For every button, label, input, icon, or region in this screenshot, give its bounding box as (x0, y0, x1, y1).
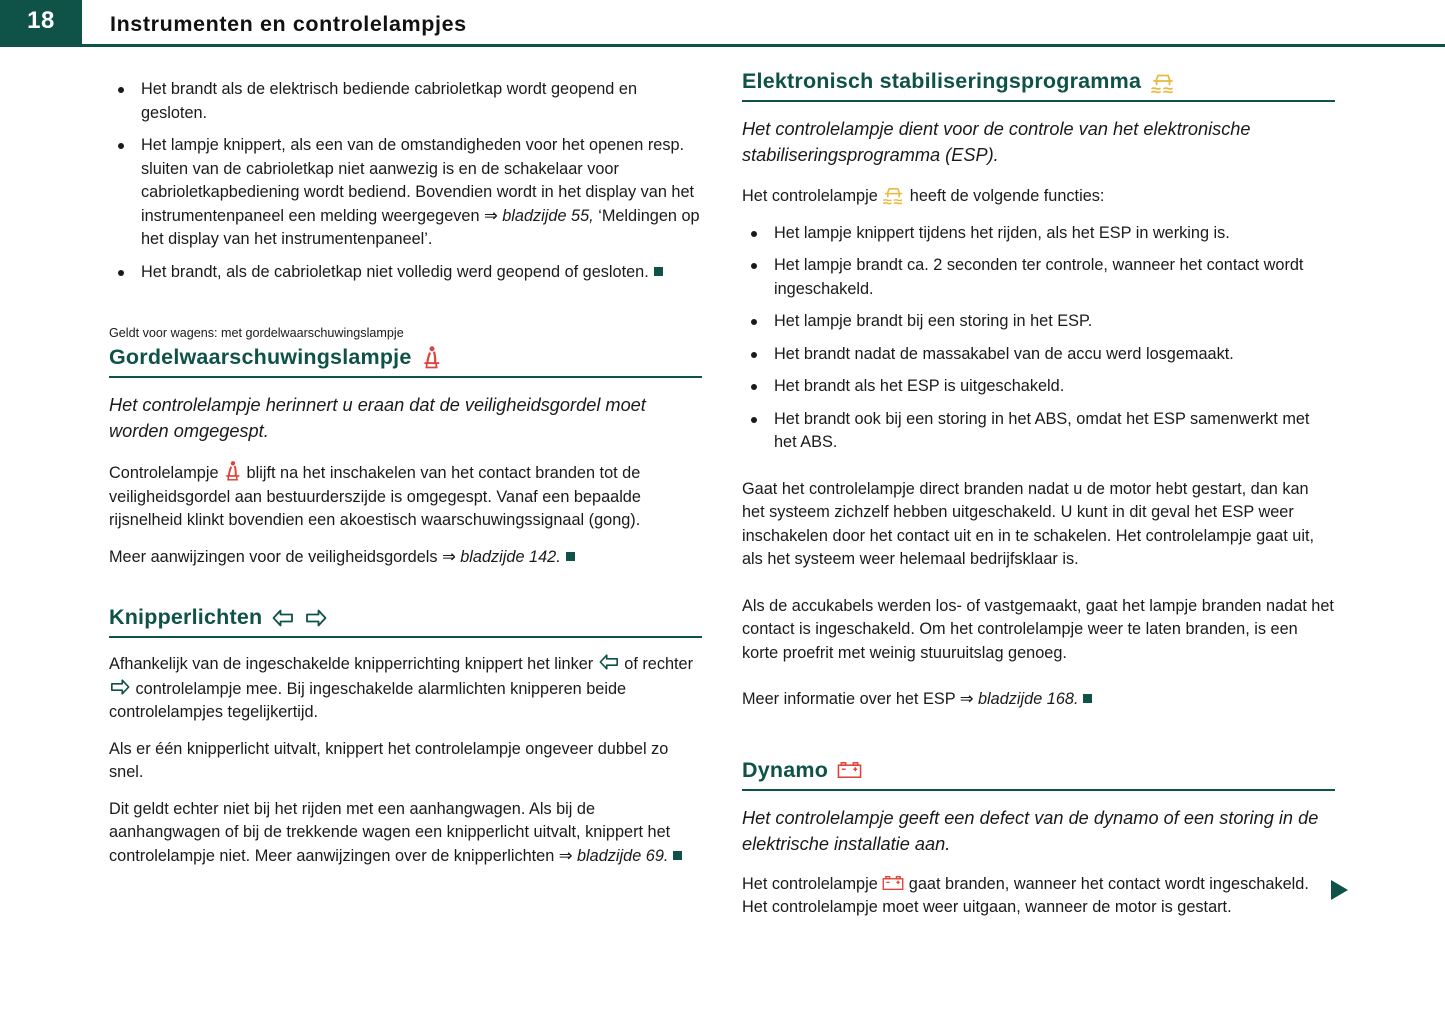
bullet-text: Het brandt ook bij een storing in het ABS, omdat het ESP samenwerkt met het ABS. (774, 409, 1310, 451)
seatbelt-warning-icon (223, 460, 242, 482)
esp-reference (742, 688, 1335, 712)
section-paragraph-2: Als er één knipperlicht uitvalt, knippert het controlelampje ongeveer dubbel zo snel. (109, 739, 669, 781)
reference-arrow-glyph: ⇒ (484, 206, 498, 225)
end-of-section-marker (673, 851, 682, 860)
reference-arrow-glyph: ⇒ (442, 547, 456, 566)
dynamo-body (742, 873, 1335, 920)
paragraph-text-c: controlelampje mee. Bij ingeschakelde alarmlichten knipperen beide controlelampjes tegelijkertijd. (109, 679, 627, 721)
end-of-section-marker (566, 552, 575, 561)
arrow-right-icon (304, 607, 328, 629)
esp-bullet-list (742, 222, 1335, 455)
left-column (109, 46, 702, 881)
list-item (742, 343, 1335, 367)
list-item (742, 375, 1335, 399)
section-reference (109, 546, 702, 570)
list-item (109, 134, 702, 252)
body-text-post: blijft na het inschakelen van het contact branden tot de veiligheidsgordel aan bestuurderszijde is omgegespt. Vanaf een bepaalde rijsnelheid klinkt bovendien een akoestisch waarschuwingssignaal (gong). (109, 464, 641, 529)
paragraph-text: Dit geldt echter niet bij het rijden met een aanhangwagen. Als bij de aanhangwagen of bij de trekkende wagen een knipperlicht uitvalt, knippert het controlelampje niet. Meer aanwijzingen over de knipperlichten (109, 799, 671, 865)
list-item (742, 310, 1335, 334)
arrow-left-icon (598, 652, 620, 672)
page-reference[interactable]: bladzijde 55, (502, 206, 594, 225)
list-item (742, 408, 1335, 455)
section-body (109, 460, 702, 533)
bullet-text: Het brandt als de elektrisch bediende cabrioletkap wordt geopend en gesloten. (141, 80, 637, 122)
esp-skid-car-icon (882, 184, 905, 205)
applies-to-note: Geldt voor wagens: met gordelwaarschuwingslampje (109, 326, 404, 340)
reference-arrow-glyph: ⇒ (558, 846, 573, 865)
bullet-text: Het brandt nadat de massakabel van de accu werd losgemaakt. (774, 344, 1234, 363)
next-page-triangle-icon[interactable] (1331, 880, 1348, 900)
section-intro (742, 184, 1335, 209)
list-item (109, 78, 702, 125)
reference-text: Meer informatie over het ESP (742, 690, 960, 708)
reference-text: Meer aanwijzingen voor de veiligheidsgordels (109, 547, 443, 566)
esp-paragraph-1: Gaat het controlelampje direct branden nadat u de motor hebt gestart, dan kan het systeem zichzelf hebben uitgeschakeld. U kunt in dit geval het ESP weer inschakelen door het contact uit en in te schakelen. Het controlelampje gaat uit, als het systeem weer helemaal bedrijfsklaar is. (742, 479, 1314, 568)
list-item (742, 222, 1335, 246)
section-gordelwaarschuwingslampje (109, 325, 702, 569)
bullet-text: Het lampje knippert, als een van de omstandigheden voor het openen resp. sluiten van de cabrioletkap niet aanwezig is en de schakelaar voor cabrioletkapbediening wordt bediend. Bovendien wordt in het display van het instrumentenpaneel een melding weergegeven (141, 136, 695, 225)
list-item (742, 254, 1335, 301)
section-elektronisch-stabiliseringsprogramma (742, 68, 1335, 712)
cabriolet-bullet-list (109, 78, 702, 284)
page-body (0, 46, 1445, 1018)
page-reference[interactable]: bladzijde 142. (460, 547, 561, 566)
page-header (0, 0, 1445, 46)
page-title: Instrumenten en controlelampjes (110, 12, 467, 36)
section-paragraph-1 (109, 652, 702, 725)
bullet-text: Het lampje brandt ca. 2 seconden ter controle, wanneer het contact wordt ingeschakeld. (774, 256, 1304, 298)
section-knipperlichten (109, 604, 702, 868)
section-paragraph-3 (109, 798, 702, 869)
body-text-pre: Het controlelampje (742, 874, 883, 893)
page-reference[interactable]: bladzijde 168. (977, 690, 1079, 708)
section-divider (742, 789, 1335, 791)
battery-icon (837, 761, 862, 779)
section-lead: Het controlelampje geeft een defect van de dynamo of een storing in de elektrische installatie aan. (742, 807, 1319, 854)
seatbelt-warning-icon (421, 345, 442, 370)
body-text-pre: Controlelampje (109, 464, 224, 482)
page-number: 18 (27, 7, 55, 34)
intro-text-pre: Het controlelampje (742, 187, 883, 205)
section-heading (742, 68, 1335, 95)
esp-paragraph-2: Als de accukabels werden los- of vastgemaakt, gaat het lampje branden nadat het contact is ingeschakeld. Om het controlelampje weer te laten branden, is een korte proefrit met weinig stuuruitslag genoeg. (742, 596, 1334, 662)
section-dynamo (742, 757, 1335, 920)
bullet-text-tail: ‘Meldingen op het display van het instrumentenpaneel’. (141, 206, 700, 248)
bullet-text: Het lampje knippert tijdens het rijden, als het ESP in werking is. (774, 223, 1230, 242)
section-heading-label: Elektronisch stabiliseringsprogramma (742, 69, 1142, 93)
section-heading-label: Gordelwaarschuwingslampje (109, 345, 412, 369)
bullet-text: Het brandt, als de cabrioletkap niet volledig werd geopend of gesloten. (141, 262, 649, 281)
section-heading-label: Knipperlichten (109, 605, 263, 629)
arrow-right-icon (109, 677, 131, 697)
arrow-left-icon (271, 607, 295, 629)
end-of-section-marker (654, 267, 663, 276)
esp-skid-car-icon (1150, 70, 1176, 94)
section-lead: Het controlelampje dient voor de controle van het elektronische stabiliseringsprogramma (ESP). (742, 119, 1251, 165)
right-column (742, 46, 1335, 933)
end-of-section-marker (1083, 694, 1092, 703)
paragraph-text-b: of rechter (619, 655, 694, 673)
reference-arrow-glyph: ⇒ (959, 690, 974, 708)
section-heading (742, 757, 1335, 784)
battery-icon (882, 875, 904, 891)
section-heading-label: Dynamo (742, 757, 829, 782)
page-reference[interactable]: bladzijde 69. (576, 846, 669, 865)
paragraph-text-a: Afhankelijk van de ingeschakelde knipperrichting knippert het linker (109, 655, 598, 673)
bullet-text: Het lampje brandt bij een storing in het ESP. (774, 312, 1093, 330)
page-number-box (0, 0, 82, 44)
section-heading (109, 604, 702, 631)
bullet-text: Het brandt als het ESP is uitgeschakeld. (774, 377, 1065, 395)
body-text-post: gaat branden, wanneer het contact wordt ingeschakeld. Het controlelampje moet weer uitgaan, wanneer de motor is gestart. (742, 874, 1309, 916)
list-item (109, 261, 702, 285)
section-divider (742, 100, 1335, 102)
section-heading (109, 344, 702, 371)
section-lead: Het controlelampje herinnert u eraan dat de veiligheidsgordel moet worden omgegespt. (109, 395, 646, 441)
intro-text-post: heeft de volgende functies: (905, 187, 1105, 205)
section-divider (109, 376, 702, 378)
